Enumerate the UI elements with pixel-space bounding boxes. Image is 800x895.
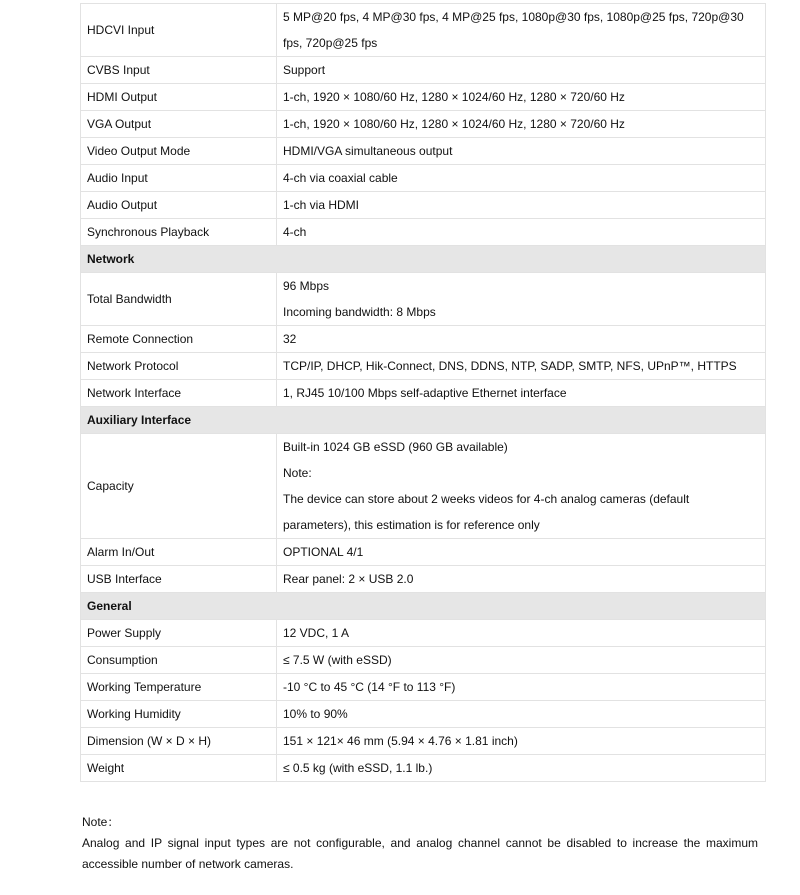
spec-value-line: 1-ch, 1920 × 1080/60 Hz, 1280 × 1024/60 Hz, 1280 × 720/60 Hz — [283, 117, 625, 131]
spec-value — [277, 674, 766, 701]
spec-key: CVBS Input — [81, 57, 277, 84]
spec-key: Synchronous Playback — [81, 219, 277, 246]
spec-value-line: Rear panel: 2 × USB 2.0 — [283, 572, 414, 586]
spec-value-line: 32 — [283, 332, 297, 346]
spec-value — [277, 755, 766, 782]
spec-value-line: 4-ch — [283, 225, 307, 239]
spec-key: Weight — [81, 755, 277, 782]
spec-value-line: 1-ch, 1920 × 1080/60 Hz, 1280 × 1024/60 Hz, 1280 × 720/60 Hz — [283, 90, 625, 104]
spec-key: Working Humidity — [81, 701, 277, 728]
spec-value — [277, 273, 766, 326]
spec-row — [81, 165, 766, 192]
spec-key: VGA Output — [81, 111, 277, 138]
spec-row — [81, 219, 766, 246]
spec-value — [277, 326, 766, 353]
spec-value-line: Note: — [283, 466, 312, 480]
spec-key: Remote Connection — [81, 326, 277, 353]
spec-value-line: OPTIONAL 4/1 — [283, 545, 364, 559]
spec-row — [81, 192, 766, 219]
spec-key: HDCVI Input — [81, 4, 277, 57]
spec-row — [81, 674, 766, 701]
spec-row — [81, 647, 766, 674]
spec-value-line: Support — [283, 63, 326, 77]
spec-value — [277, 434, 766, 539]
spec-value — [277, 57, 766, 84]
spec-key: Video Output Mode — [81, 138, 277, 165]
spec-key: Audio Output — [81, 192, 277, 219]
spec-key: Total Bandwidth — [81, 273, 277, 326]
spec-key: Power Supply — [81, 620, 277, 647]
spec-value-line: The device can store about 2 weeks videos for 4-ch analog cameras (default parameters), this estimation is for reference only — [283, 492, 690, 532]
spec-key: Dimension (W × D × H) — [81, 728, 277, 755]
spec-row — [81, 326, 766, 353]
spec-key: Network Interface — [81, 380, 277, 407]
spec-row — [81, 701, 766, 728]
spec-value-line: ≤ 7.5 W (with eSSD) — [283, 653, 392, 667]
spec-key: Capacity — [81, 434, 277, 539]
section-title: Network — [81, 246, 766, 273]
note-text: Analog and IP signal input types are not configurable, and analog channel cannot be disabled to increase the maximum accessible number of network cameras. — [82, 836, 758, 871]
spec-table-body — [81, 4, 766, 782]
spec-row — [81, 353, 766, 380]
spec-value — [277, 4, 766, 57]
section-header-row — [81, 407, 766, 434]
spec-value — [277, 165, 766, 192]
section-title: Auxiliary Interface — [81, 407, 766, 434]
spec-value — [277, 566, 766, 593]
spec-row — [81, 620, 766, 647]
spec-value — [277, 84, 766, 111]
spec-value-line: 4-ch via coaxial cable — [283, 171, 398, 185]
spec-value-line: 10% to 90% — [283, 707, 348, 721]
spec-value-line: 151 × 121× 46 mm (5.94 × 4.76 × 1.81 inch) — [283, 734, 518, 748]
section-title: General — [81, 593, 766, 620]
spec-value — [277, 701, 766, 728]
spec-value-line: 1, RJ45 10/100 Mbps self-adaptive Ethernet interface — [283, 386, 567, 400]
spec-value — [277, 380, 766, 407]
spec-value — [277, 138, 766, 165]
spec-value-line: -10 °C to 45 °C (14 °F to 113 °F) — [283, 680, 456, 694]
spec-row — [81, 380, 766, 407]
spec-value — [277, 620, 766, 647]
spec-key: Working Temperature — [81, 674, 277, 701]
spec-key: Network Protocol — [81, 353, 277, 380]
spec-value-line: TCP/IP, DHCP, Hik-Connect, DNS, DDNS, NTP, SADP, SMTP, NFS, UPnP™, HTTPS — [283, 359, 737, 373]
spec-value — [277, 539, 766, 566]
spec-key: Alarm In/Out — [81, 539, 277, 566]
spec-row — [81, 566, 766, 593]
spec-value-line: 12 VDC, 1 A — [283, 626, 350, 640]
spec-value — [277, 219, 766, 246]
spec-row — [81, 539, 766, 566]
spec-value-line: Incoming bandwidth: 8 Mbps — [283, 305, 436, 319]
spec-value-line: ≤ 0.5 kg (with eSSD, 1.1 lb.) — [283, 761, 433, 775]
spec-row — [81, 728, 766, 755]
spec-value — [277, 647, 766, 674]
spec-value — [277, 728, 766, 755]
spec-key: USB Interface — [81, 566, 277, 593]
note-block — [82, 812, 758, 875]
spec-value-line: HDMI/VGA simultaneous output — [283, 144, 453, 158]
spec-key: Consumption — [81, 647, 277, 674]
spec-row — [81, 138, 766, 165]
spec-row — [81, 434, 766, 539]
spec-value — [277, 353, 766, 380]
spec-value-line: 96 Mbps — [283, 279, 330, 293]
spec-row — [81, 755, 766, 782]
spec-value-line: 5 MP@20 fps, 4 MP@30 fps, 4 MP@25 fps, 1080p@30 fps, 1080p@25 fps, 720p@30 fps, 720p@25 fps — [283, 10, 744, 50]
spec-table — [80, 3, 766, 782]
section-header-row — [81, 593, 766, 620]
spec-value — [277, 192, 766, 219]
spec-value-line: 1-ch via HDMI — [283, 198, 360, 212]
note-title: Note： — [82, 815, 120, 829]
spec-row — [81, 4, 766, 57]
spec-value — [277, 111, 766, 138]
spec-value-line: Built-in 1024 GB eSSD (960 GB available) — [283, 440, 508, 454]
spec-row — [81, 273, 766, 326]
spec-row — [81, 57, 766, 84]
section-header-row — [81, 246, 766, 273]
spec-key: Audio Input — [81, 165, 277, 192]
spec-row — [81, 111, 766, 138]
spec-row — [81, 84, 766, 111]
spec-key: HDMI Output — [81, 84, 277, 111]
